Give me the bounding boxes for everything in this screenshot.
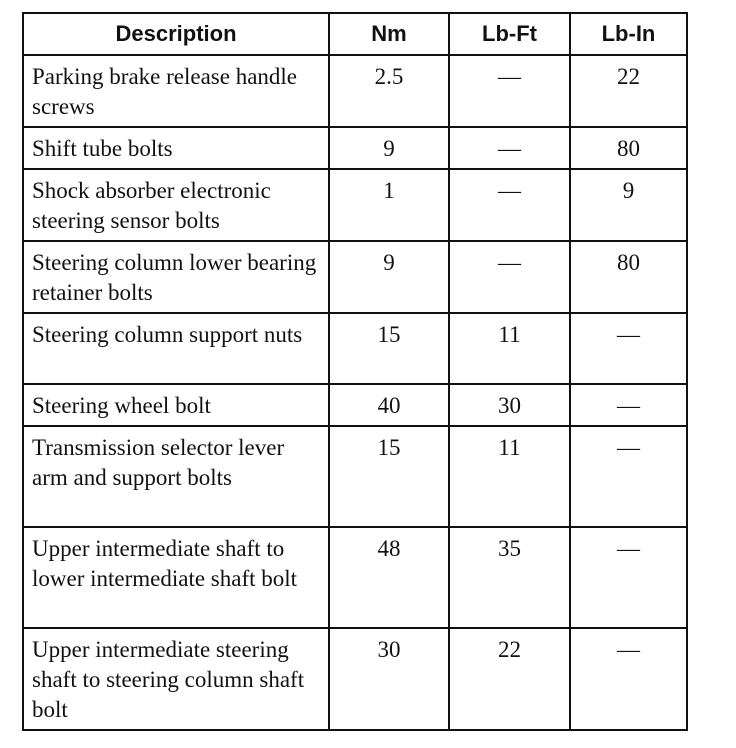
table-row [23, 384, 687, 426]
torque-spec-table [22, 12, 688, 731]
cell-nm: 9 [329, 241, 449, 313]
cell-description: Steering wheel bolt [23, 384, 329, 426]
table-header [23, 13, 687, 55]
cell-lbft: 35 [449, 527, 570, 628]
table-row [23, 127, 687, 169]
cell-description: Upper intermediate steering shaft to steering column shaft bolt [23, 628, 329, 730]
header-nm: Nm [329, 13, 449, 55]
cell-nm: 1 [329, 169, 449, 241]
cell-lbin: 80 [570, 127, 687, 169]
header-lbft: Lb-Ft [449, 13, 570, 55]
table-row [23, 426, 687, 527]
table-row [23, 169, 687, 241]
cell-description: Upper intermediate shaft to lower intermediate shaft bolt [23, 527, 329, 628]
cell-lbft: — [449, 169, 570, 241]
table-row [23, 55, 687, 127]
cell-description: Transmission selector lever arm and support bolts [23, 426, 329, 527]
cell-description: Steering column support nuts [23, 313, 329, 384]
cell-lbft: 22 [449, 628, 570, 730]
table-row [23, 527, 687, 628]
table-body [23, 55, 687, 730]
table-row [23, 313, 687, 384]
cell-lbin: — [570, 426, 687, 527]
cell-lbin: — [570, 527, 687, 628]
cell-nm: 15 [329, 426, 449, 527]
cell-lbft: 11 [449, 426, 570, 527]
cell-lbft: — [449, 241, 570, 313]
cell-lbft: — [449, 127, 570, 169]
cell-nm: 9 [329, 127, 449, 169]
cell-lbft: — [449, 55, 570, 127]
header-row [23, 13, 687, 55]
cell-lbin: — [570, 628, 687, 730]
cell-description: Shock absorber electronic steering sensor bolts [23, 169, 329, 241]
cell-lbin: 80 [570, 241, 687, 313]
header-lbin: Lb-In [570, 13, 687, 55]
cell-description: Parking brake release handle screws [23, 55, 329, 127]
table-row [23, 628, 687, 730]
cell-lbft: 11 [449, 313, 570, 384]
cell-lbin: 22 [570, 55, 687, 127]
cell-lbft: 30 [449, 384, 570, 426]
cell-nm: 2.5 [329, 55, 449, 127]
cell-nm: 30 [329, 628, 449, 730]
header-description: Description [23, 13, 329, 55]
cell-lbin: — [570, 313, 687, 384]
cell-description: Shift tube bolts [23, 127, 329, 169]
cell-description: Steering column lower bearing retainer bolts [23, 241, 329, 313]
cell-lbin: — [570, 384, 687, 426]
cell-nm: 15 [329, 313, 449, 384]
table-row [23, 241, 687, 313]
cell-nm: 40 [329, 384, 449, 426]
cell-lbin: 9 [570, 169, 687, 241]
cell-nm: 48 [329, 527, 449, 628]
